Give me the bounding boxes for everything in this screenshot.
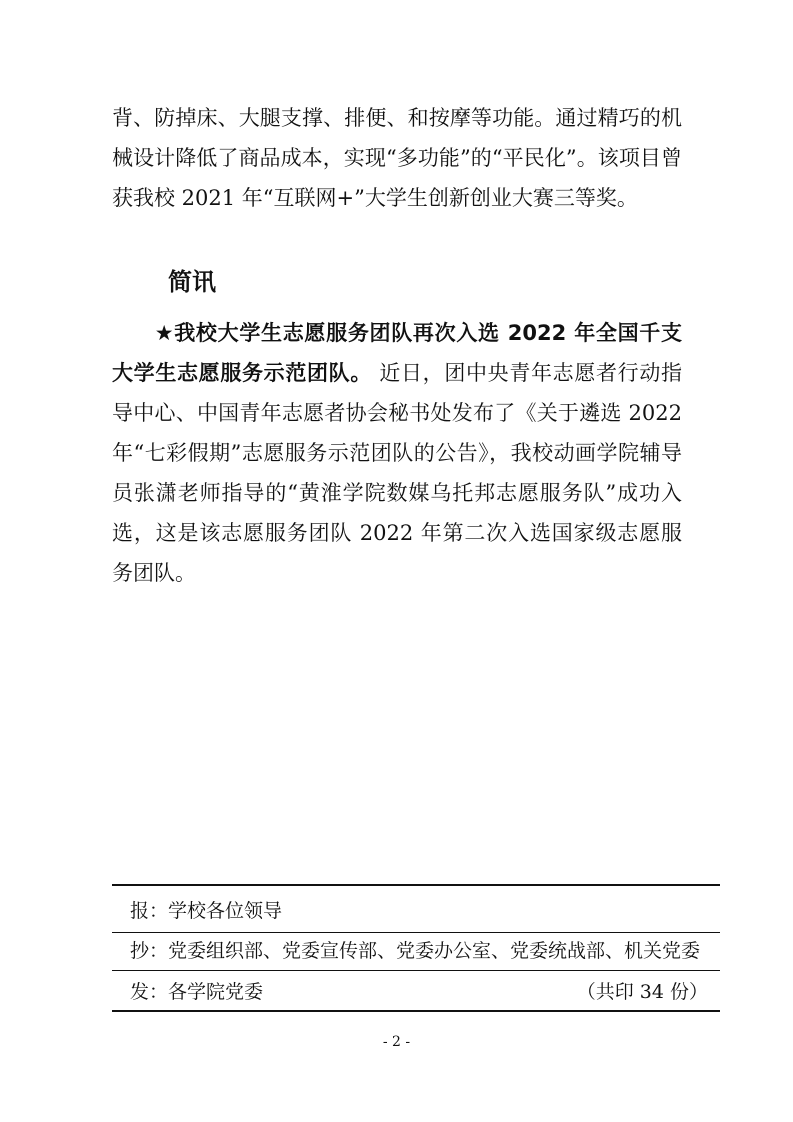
report-to-line: 报：学校各位领导 xyxy=(130,900,283,922)
news-headline: ★我校大学生志愿服务团队再次入选 2022 年全国千支大学生志愿服务示范团队。 xyxy=(112,321,682,385)
distribution-top-rule xyxy=(112,884,720,886)
news-item xyxy=(112,313,682,593)
section-heading: 简讯 xyxy=(168,268,216,296)
distribution-bottom-rule xyxy=(112,1010,720,1012)
distribution-divider xyxy=(112,970,720,971)
distribution-divider xyxy=(112,932,720,933)
page-number: - 2 - xyxy=(382,1034,411,1050)
copies-count: （共印 34 份） xyxy=(576,981,708,1003)
copy-to-line: 抄：党委组织部、党委宣传部、党委办公室、党委统战部、机关党委 xyxy=(130,940,701,962)
send-to-line: 发：各学院党委 xyxy=(130,981,264,1003)
body-paragraph: 背、防掉床、大腿支撑、排便、和按摩等功能。通过精巧的机械设计降低了商品成本，实现“多功能”的“平民化”。该项目曾获我校 2021 年“互联网+”大学生创新创业大赛三等奖。 xyxy=(112,106,682,210)
news-body: 近日，团中央青年志愿者行动指导中心、中国青年志愿者协会秘书处发布了《关于遴选 2022 年“七彩假期”志愿服务示范团队的公告》，我校动画学院辅导员张潇老师指导的“黄淮学院数媒乌托邦志愿服务队”成功入选，这是该志愿服务团队 2022 年第二次入选国家级志愿服务团队。 xyxy=(112,361,682,585)
